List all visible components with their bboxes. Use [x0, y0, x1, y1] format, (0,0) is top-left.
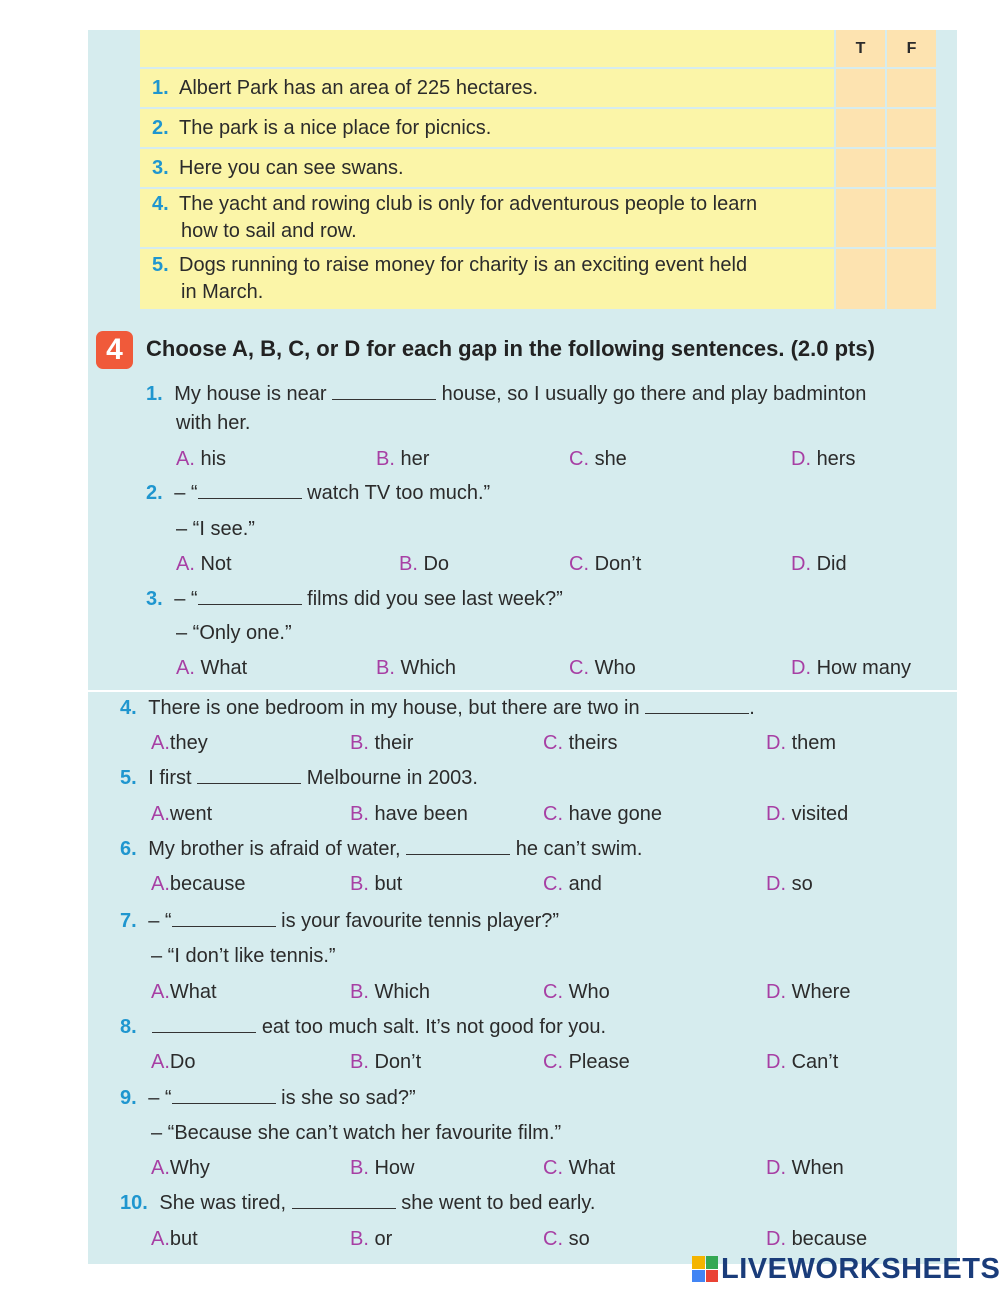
option-text: have been: [374, 803, 468, 825]
option-letter: A.: [151, 1228, 170, 1250]
option-text: or: [374, 1228, 393, 1250]
statement-line: The yacht and rowing club is only for adventurous people to learn: [179, 193, 758, 215]
answer-blank[interactable]: [152, 1017, 256, 1033]
answer-blank[interactable]: [172, 1088, 276, 1104]
option-a[interactable]: [176, 553, 232, 576]
option-a[interactable]: [151, 1051, 195, 1074]
statement-text: [179, 252, 747, 306]
answer-blank[interactable]: [406, 839, 510, 855]
question-line: [120, 1016, 606, 1039]
option-letter: C.: [569, 448, 589, 470]
option-a[interactable]: [176, 657, 247, 680]
option-text: Don’t: [594, 553, 642, 575]
option-d[interactable]: [766, 1051, 838, 1074]
question-text-before: I first: [148, 767, 192, 789]
option-letter: C.: [543, 1051, 563, 1073]
question-text-before: There is one bedroom in my house, but there are two in: [148, 697, 640, 719]
option-text: How: [374, 1157, 415, 1179]
option-letter: B.: [350, 873, 369, 895]
statement-number: 4.: [152, 193, 169, 215]
option-text: Not: [200, 553, 232, 575]
liveworksheets-logo-icon: [692, 1256, 718, 1282]
question-line: [120, 1192, 595, 1215]
statement-line: in March.: [181, 281, 264, 303]
option-text: What: [169, 981, 217, 1003]
statement-text: The park is a nice place for picnics.: [179, 116, 492, 139]
option-letter: C.: [543, 732, 563, 754]
false-answer-cell[interactable]: [887, 149, 936, 187]
option-letter: D.: [766, 1228, 786, 1250]
option-letter: D.: [766, 1157, 786, 1179]
option-text: her: [400, 448, 430, 470]
option-a[interactable]: [151, 981, 217, 1004]
question-line: [120, 697, 755, 720]
statement-number: 2.: [152, 116, 169, 139]
option-text: they: [169, 732, 208, 754]
option-text: What: [200, 657, 248, 679]
option-letter: A.: [151, 732, 170, 754]
question-number: 9.: [120, 1087, 137, 1109]
section-number-badge: 4: [96, 331, 133, 369]
question-text-before: – “: [148, 1087, 172, 1109]
option-letter: C.: [569, 553, 589, 575]
option-text: hers: [816, 448, 856, 470]
option-a[interactable]: [151, 1228, 198, 1251]
answer-blank[interactable]: [172, 911, 276, 927]
question-text-after: watch TV too much.”: [307, 482, 491, 504]
table-header-row: [140, 30, 937, 67]
header-blank-cell: [140, 30, 834, 67]
question-number: 5.: [120, 767, 137, 789]
option-text: and: [568, 873, 602, 895]
statement-number: 5.: [152, 254, 169, 276]
option-text: their: [374, 732, 414, 754]
question-line: [146, 588, 563, 611]
option-b[interactable]: [376, 657, 456, 680]
statement-text: Albert Park has an area of 225 hectares.: [179, 76, 539, 99]
question-text-after: house, so I usually go there and play badminton: [441, 383, 867, 405]
option-letter: D.: [791, 553, 811, 575]
option-text: Which: [374, 981, 431, 1003]
option-text: because: [169, 873, 246, 895]
option-b[interactable]: [399, 553, 449, 576]
false-column-header: F: [887, 30, 936, 67]
true-answer-cell[interactable]: [836, 189, 885, 247]
question-line-2: – “I don’t like tennis.”: [151, 945, 336, 967]
question-line: [120, 767, 478, 790]
option-text: Do: [423, 553, 450, 575]
option-letter: A.: [176, 553, 195, 575]
statement-cell: [140, 149, 834, 187]
option-letter: A.: [151, 981, 170, 1003]
statement-number: 3.: [152, 156, 169, 179]
option-text: Can’t: [791, 1051, 839, 1073]
option-c[interactable]: [569, 657, 636, 680]
option-b[interactable]: [350, 873, 402, 896]
statement-text: Here you can see swans.: [179, 156, 404, 179]
answer-blank[interactable]: [198, 589, 302, 605]
option-text: went: [169, 803, 213, 825]
option-letter: C.: [569, 657, 589, 679]
option-b[interactable]: [350, 1228, 392, 1251]
question-line: [120, 838, 642, 861]
statement-cell: [140, 69, 834, 107]
question-text-after: Melbourne in 2003.: [306, 767, 478, 789]
answer-blank[interactable]: [292, 1193, 396, 1209]
option-a[interactable]: [151, 732, 208, 755]
option-c[interactable]: [569, 448, 627, 471]
option-letter: B.: [350, 1157, 369, 1179]
true-answer-cell[interactable]: [836, 69, 885, 107]
question-text-before: She was tired,: [159, 1192, 287, 1214]
answer-blank[interactable]: [332, 384, 436, 400]
option-b[interactable]: [350, 1157, 414, 1180]
question-text-after: is she so sad?”: [281, 1087, 416, 1109]
option-d[interactable]: [766, 1157, 844, 1180]
question-number: 3.: [146, 588, 163, 610]
option-text: have gone: [568, 803, 662, 825]
question-text-after: .: [749, 697, 755, 719]
option-letter: D.: [791, 657, 811, 679]
option-b[interactable]: [350, 1051, 421, 1074]
option-text: so: [568, 1228, 590, 1250]
option-b[interactable]: [350, 981, 430, 1004]
option-text: Where: [791, 981, 851, 1003]
option-letter: C.: [543, 1157, 563, 1179]
option-letter: D.: [766, 803, 786, 825]
table-row: [140, 189, 937, 247]
option-text: Who: [568, 981, 610, 1003]
statement-number: 1.: [152, 76, 169, 99]
brand-name: LIVEWORKSHEETS: [721, 1252, 1000, 1285]
table-row: [140, 109, 937, 147]
option-text: Did: [816, 553, 847, 575]
option-b[interactable]: [350, 803, 468, 826]
question-number: 2.: [146, 482, 163, 504]
question-text-after: eat too much salt. It’s not good for you.: [261, 1016, 607, 1038]
option-letter: B.: [350, 732, 369, 754]
statement-line: how to sail and row.: [181, 220, 357, 242]
option-c[interactable]: [543, 732, 617, 755]
option-text: Please: [568, 1051, 630, 1073]
logo-square: [692, 1270, 705, 1283]
option-text: What: [568, 1157, 616, 1179]
option-letter: D.: [766, 1051, 786, 1073]
logo-square: [692, 1256, 705, 1269]
option-c[interactable]: [543, 981, 610, 1004]
question-text-after: she went to bed early.: [401, 1192, 596, 1214]
statement-cell: [140, 249, 834, 309]
true-column-header: T: [836, 30, 885, 67]
option-d[interactable]: [766, 873, 813, 896]
question-number: 10.: [120, 1192, 148, 1214]
option-b[interactable]: [350, 732, 413, 755]
option-letter: B.: [350, 1051, 369, 1073]
option-letter: A.: [151, 1157, 170, 1179]
page-divider: [88, 690, 957, 692]
statement-line: Dogs running to raise money for charity is an exciting event held: [179, 254, 748, 276]
option-c[interactable]: [543, 1157, 615, 1180]
option-d[interactable]: [766, 732, 836, 755]
option-text: Who: [594, 657, 636, 679]
question-text-before: – “: [148, 910, 172, 932]
option-letter: B.: [399, 553, 418, 575]
option-text: How many: [816, 657, 912, 679]
section-title: Choose A, B, C, or D for each gap in the following sentences. (2.0 pts): [146, 336, 875, 361]
option-c[interactable]: [543, 873, 602, 896]
question-text-before: My brother is afraid of water,: [148, 838, 401, 860]
answer-blank[interactable]: [645, 698, 749, 714]
question-number: 6.: [120, 838, 137, 860]
statement-cell: [140, 109, 834, 147]
option-text: When: [791, 1157, 844, 1179]
option-text: Do: [169, 1051, 196, 1073]
false-answer-cell[interactable]: [887, 249, 936, 309]
table-row: [140, 149, 937, 187]
option-letter: B.: [350, 981, 369, 1003]
option-letter: B.: [350, 1228, 369, 1250]
option-c[interactable]: [543, 1228, 590, 1251]
true-answer-cell[interactable]: [836, 109, 885, 147]
answer-blank[interactable]: [197, 768, 301, 784]
option-letter: B.: [376, 657, 395, 679]
option-text: Why: [169, 1157, 210, 1179]
option-a[interactable]: [151, 873, 246, 896]
option-b[interactable]: [376, 448, 429, 471]
option-letter: A.: [151, 1051, 170, 1073]
false-answer-cell[interactable]: [887, 69, 936, 107]
option-letter: A.: [176, 657, 195, 679]
option-d[interactable]: [791, 553, 847, 576]
option-letter: C.: [543, 873, 563, 895]
option-text: so: [791, 873, 813, 895]
option-letter: A.: [151, 803, 170, 825]
question-text-before: – “: [174, 588, 198, 610]
option-letter: B.: [376, 448, 395, 470]
option-a[interactable]: [151, 1157, 210, 1180]
option-text: but: [169, 1228, 198, 1250]
table-row: [140, 249, 937, 309]
option-text: Which: [400, 657, 457, 679]
true-answer-cell[interactable]: [836, 249, 885, 309]
option-letter: B.: [350, 803, 369, 825]
question-line: [146, 383, 866, 406]
option-c[interactable]: [569, 553, 641, 576]
option-d[interactable]: [766, 1228, 867, 1251]
question-number: 4.: [120, 697, 137, 719]
question-line: [146, 482, 490, 505]
question-text-before: – “: [174, 482, 198, 504]
question-line: [120, 1087, 416, 1110]
table-row: [140, 69, 937, 107]
question-text-after: is your favourite tennis player?”: [281, 910, 560, 932]
option-d[interactable]: [766, 981, 850, 1004]
option-text: she: [594, 448, 627, 470]
option-letter: D.: [766, 981, 786, 1003]
option-text: theirs: [568, 732, 618, 754]
option-letter: A.: [151, 873, 170, 895]
question-line-2: – “I see.”: [176, 518, 255, 540]
answer-blank[interactable]: [198, 483, 302, 499]
true-false-table: [140, 30, 937, 311]
option-d[interactable]: [791, 657, 911, 680]
option-text: Don’t: [374, 1051, 422, 1073]
question-text-before: My house is near: [174, 383, 327, 405]
option-text: visited: [791, 803, 849, 825]
option-letter: D.: [766, 732, 786, 754]
option-text: his: [200, 448, 227, 470]
option-d[interactable]: [766, 803, 848, 826]
question-line-2: – “Only one.”: [176, 622, 292, 644]
option-a[interactable]: [151, 803, 212, 826]
option-c[interactable]: [543, 803, 662, 826]
option-text: them: [791, 732, 837, 754]
logo-square: [706, 1256, 719, 1269]
option-letter: C.: [543, 1228, 563, 1250]
true-answer-cell[interactable]: [836, 149, 885, 187]
option-d[interactable]: [791, 448, 855, 471]
option-letter: C.: [543, 981, 563, 1003]
false-answer-cell[interactable]: [887, 109, 936, 147]
statement-text: [179, 191, 757, 245]
question-number: 7.: [120, 910, 137, 932]
option-text: but: [374, 873, 403, 895]
question-number: 1.: [146, 383, 163, 405]
option-letter: D.: [791, 448, 811, 470]
logo-square: [706, 1270, 719, 1283]
option-letter: A.: [176, 448, 195, 470]
statement-cell: [140, 189, 834, 247]
question-number: 8.: [120, 1016, 137, 1038]
option-letter: C.: [543, 803, 563, 825]
question-line: [120, 910, 559, 933]
question-line-2: with her.: [176, 412, 251, 434]
option-letter: D.: [766, 873, 786, 895]
false-answer-cell[interactable]: [887, 189, 936, 247]
question-text-after: films did you see last week?”: [307, 588, 563, 610]
option-a[interactable]: [176, 448, 226, 471]
option-c[interactable]: [543, 1051, 630, 1074]
question-text-after: he can’t swim.: [515, 838, 643, 860]
liveworksheets-logo: [692, 1254, 1000, 1284]
question-line-2: – “Because she can’t watch her favourite film.”: [151, 1122, 562, 1144]
option-text: because: [791, 1228, 868, 1250]
